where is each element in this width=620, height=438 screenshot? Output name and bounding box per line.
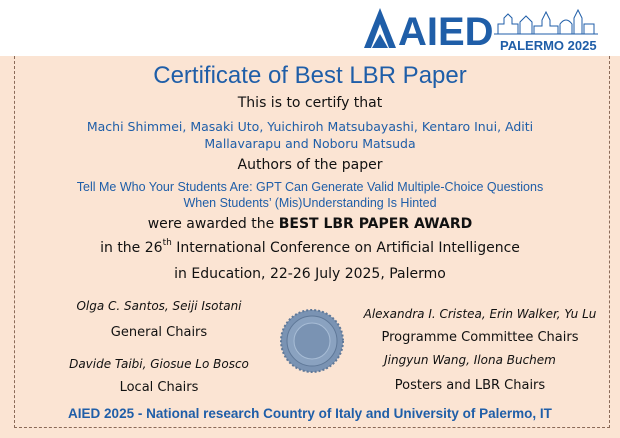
general-chairs-names: Olga C. Santos, Seiji Isotani <box>76 299 242 313</box>
award-prefix: were awarded the <box>147 216 279 232</box>
paper-title-line-1: Tell Me Who Your Students Are: GPT Can Generate Valid Multiple-Choice Questions <box>76 180 544 194</box>
author-names: Machi Shimmei, Masaki Uto, Yuichiroh Matsubayashi, Kentaro Inui, Aditi Mallavarapu and Noboru Matsuda <box>86 119 534 151</box>
authors-of-line: Authors of the paper <box>237 157 383 173</box>
conference-line-2: in Education, 22-26 July 2025, Palermo <box>174 266 446 282</box>
header-band <box>0 0 620 56</box>
certificate-title: Certificate of Best LBR Paper <box>153 62 467 89</box>
palermo-skyline-icon <box>494 10 598 34</box>
conference-prefix: in the 26 <box>100 240 163 256</box>
posters-chairs-role: Posters and LBR Chairs <box>394 378 546 393</box>
conference-ordinal: th <box>162 238 172 248</box>
programme-chairs-names: Alexandra I. Cristea, Erin Walker, Yu Lu <box>363 307 597 321</box>
aied-palermo-logo <box>358 4 608 54</box>
footer-text: AIED 2025 - National research Country of Italy and University of Palermo, IT <box>68 406 552 421</box>
award-name: BEST LBR PAPER AWARD <box>278 216 473 232</box>
paper-title <box>0 179 620 211</box>
conference-line-1 <box>0 240 620 256</box>
seal-icon <box>279 308 345 374</box>
logo-location-text: PALERMO 2025 <box>500 38 597 53</box>
programme-chairs-role: Programme Committee Chairs <box>381 330 579 345</box>
paper-title-line-2: When Students’ (Mis)Understanding Is Hinted <box>183 196 437 210</box>
conference-suffix: International Conference on Artificial Intelligence <box>171 240 520 256</box>
posters-chairs-names: Jingyun Wang, Ilona Buchem <box>384 353 556 367</box>
logo-brand-text: AIED <box>398 10 494 54</box>
local-chairs-role: Local Chairs <box>119 380 199 395</box>
local-chairs-names: Davide Taibi, Giosue Lo Bosco <box>69 357 249 371</box>
award-line <box>0 216 620 232</box>
general-chairs-role: General Chairs <box>110 325 208 340</box>
certify-line: This is to certify that <box>237 95 383 111</box>
author-list <box>0 118 620 152</box>
